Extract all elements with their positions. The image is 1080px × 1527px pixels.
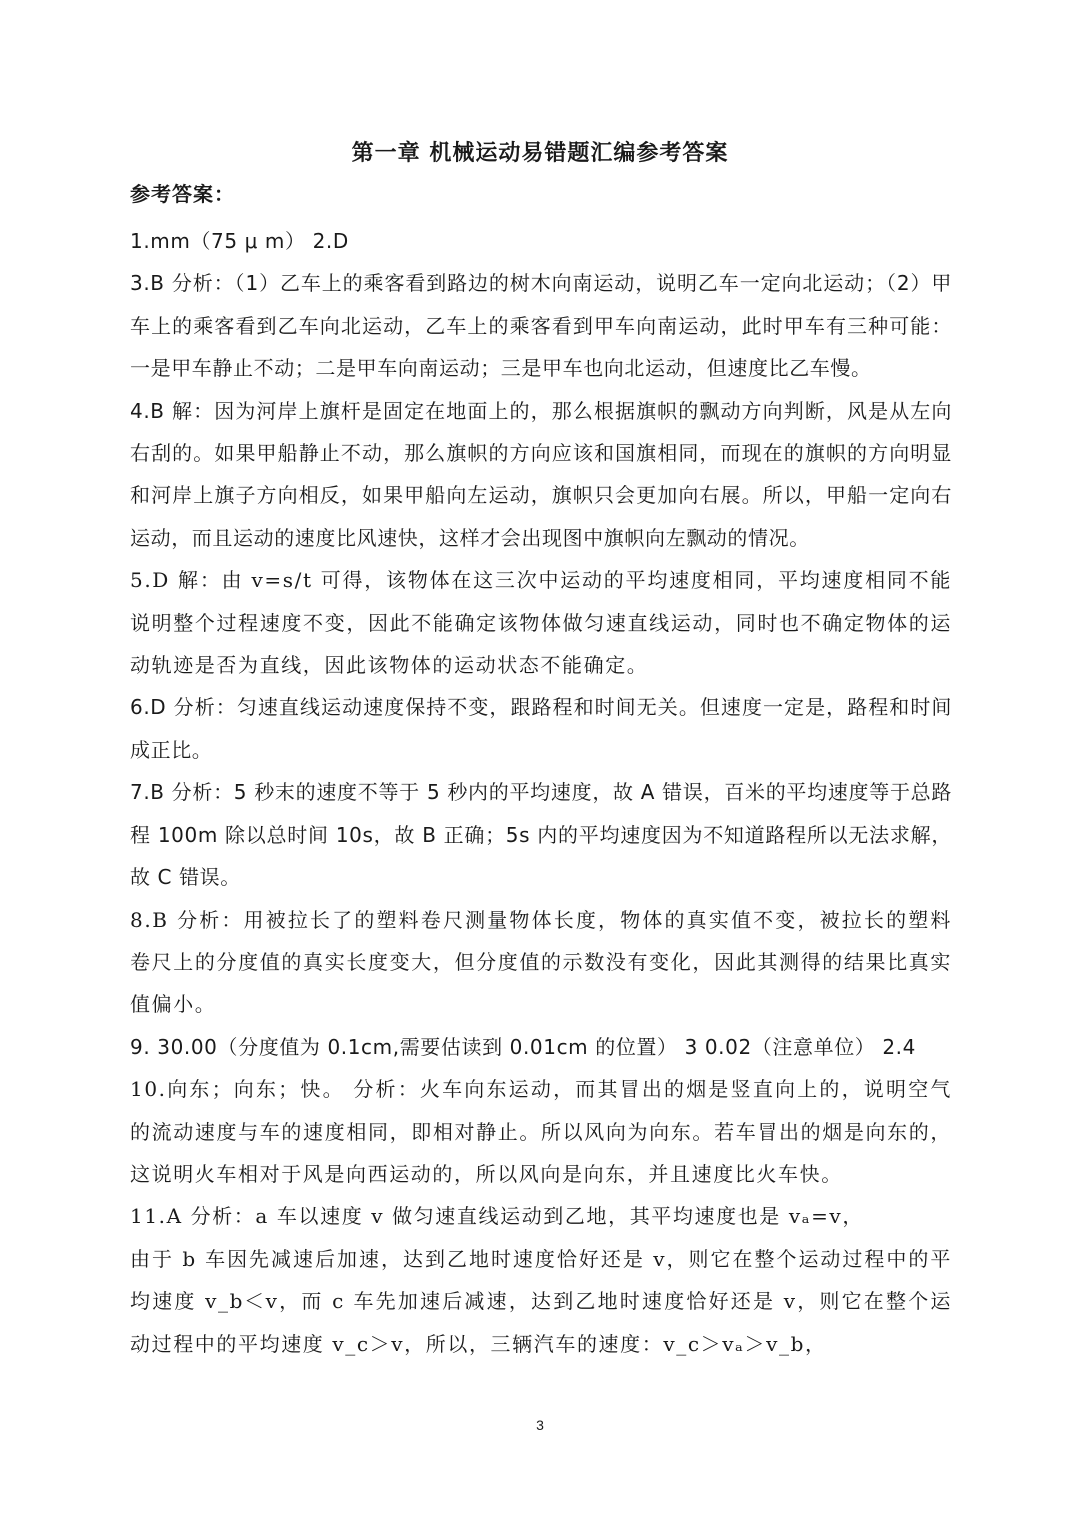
page-number: 3	[536, 1417, 544, 1433]
answers-body	[130, 220, 952, 1365]
answer-item: 3.B 分析：（1）乙车上的乘客看到路边的树木向南运动，说明乙车一定向北运动；（2）甲车上的乘客看到乙车向北运动，乙车上的乘客看到甲车向南运动，此时甲车有三种可能：一是甲车静止不动；二是甲车向南运动；三是甲车也向北运动，但速度比乙车慢。	[130, 271, 952, 381]
answer-item: 11.A 分析：a 车以速度 v 做匀速直线运动到乙地，其平均速度也是 vₐ=v，	[130, 1204, 864, 1229]
answers-heading: 参考答案：	[130, 182, 235, 206]
answer-item: 7.B 分析：5 秒末的速度不等于 5 秒内的平均速度，故 A 错误，百米的平均速度等于总路程 100m 除以总时间 10s，故 B 正确；5s 内的平均速度因为不知道路程所以无法求解，故 C 错误。	[130, 780, 952, 890]
answer-item: 5.D 解：由 v=s/t 可得，该物体在这三次中运动的平均速度相同，平均速度相同不能说明整个过程速度不变，因此不能确定该物体做匀速直线运动，同时也不确定物体的运动轨迹是否为直线，因此该物体的运动状态不能确定。	[130, 568, 952, 678]
answer-item: 6.D 分析：匀速直线运动速度保持不变，跟路程和时间无关。但速度一定是，路程和时间成正比。	[130, 695, 952, 762]
answer-item: 10.向东；向东；快。 分析：火车向东运动，而其冒出的烟是竖直向上的，说明空气的流动速度与车的速度相同，即相对静止。所以风向为向东。若车冒出的烟是向东的，这说明火车相对于风是向西运动的，所以风向是向东，并且速度比火车快。	[130, 1077, 952, 1186]
answer-item: 9. 30.00（分度值为 0.1cm,需要估读到 0.01cm 的位置） 3 0.02（注意单位） 2.4	[130, 1034, 916, 1059]
page-title: 第一章 机械运动易错题汇编参考答案	[351, 141, 729, 166]
answer-item: 由于 b 车因先减速后加速，达到乙地时速度恰好还是 v，则它在整个运动过程中的平均速度 v_b＜v，而 c 车先加速后减速，达到乙地时速度恰好还是 v，则它在整个运动过程中的平均速度 v_c＞v，所以，三辆汽车的速度：v_c＞vₐ＞v_b，	[130, 1246, 952, 1356]
answer-item: 1.mm（75 μ m） 2.D	[130, 229, 349, 253]
answer-item: 8.B 分析：用被拉长了的塑料卷尺测量物体长度，物体的真实值不变，被拉长的塑料卷尺上的分度值的真实长度变大，但分度值的示数没有变化，因此其测得的结果比真实值偏小。	[130, 907, 952, 1017]
answer-item: 4.B 解：因为河岸上旗杆是固定在地面上的，那么根据旗帜的飘动方向判断，风是从左向右刮的。如果甲船静止不动，那么旗帜的方向应该和国旗相同，而现在的旗帜的方向明显和河岸上旗子方向相反，如果甲船向左运动，旗帜只会更加向右展。所以，甲船一定向右运动，而且运动的速度比风速快，这样才会出现图中旗帜向左飘动的情况。	[130, 398, 952, 550]
